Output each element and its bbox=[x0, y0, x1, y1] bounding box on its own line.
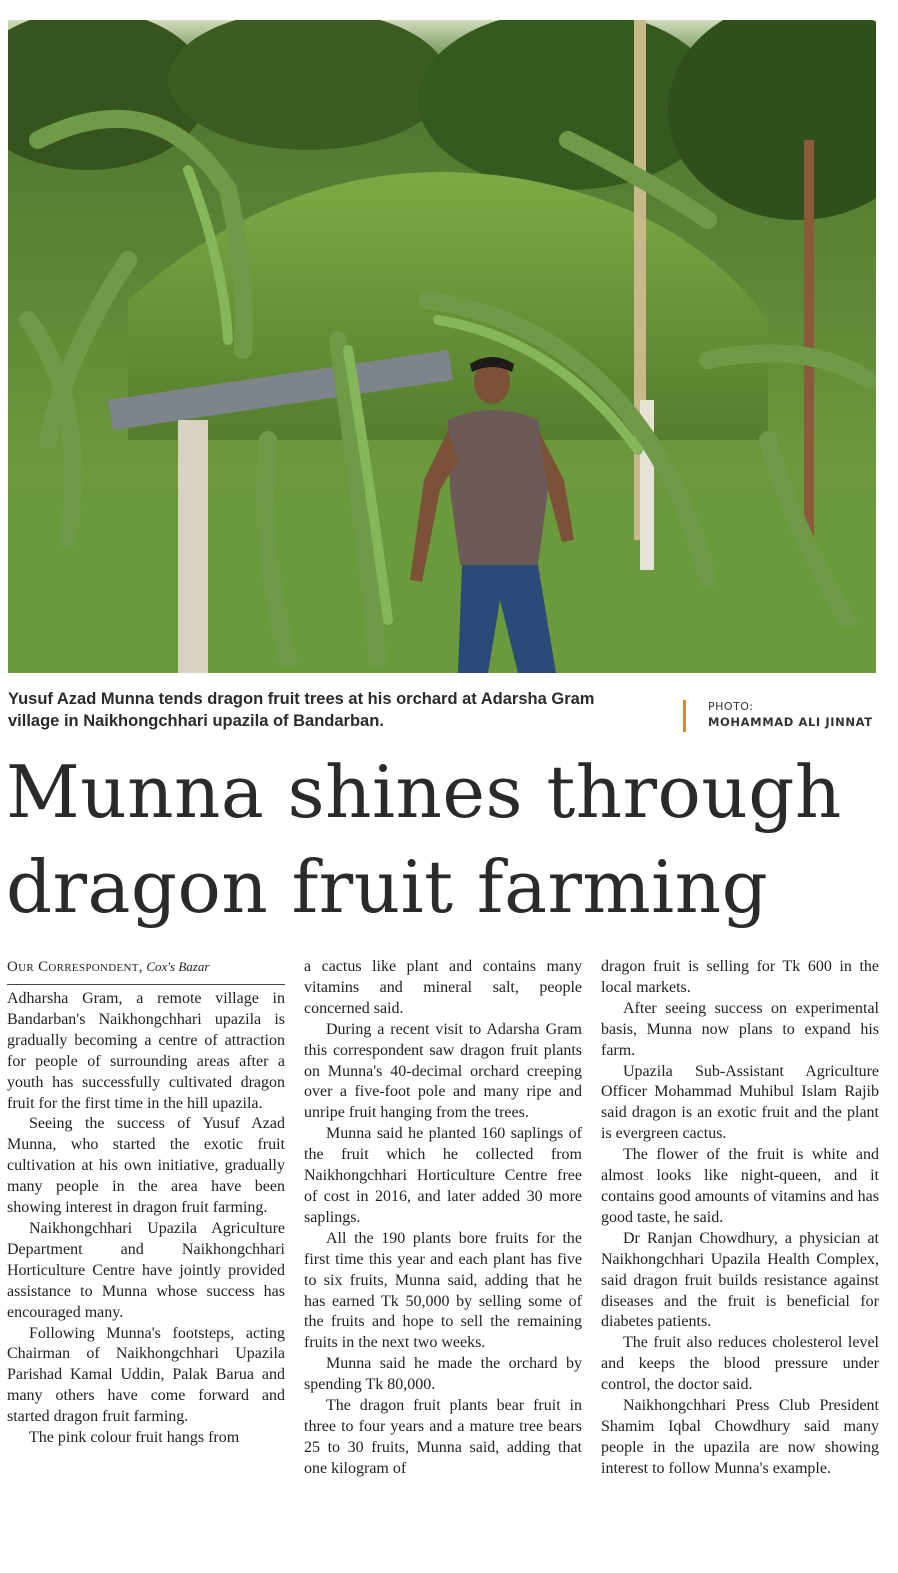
paragraph: dragon fruit is selling for Tk 600 in the local markets. bbox=[601, 958, 879, 996]
article-headline bbox=[6, 745, 886, 935]
paragraph: The fruit also reduces cholesterol level and keeps the blood pressure under control, the doctor said. bbox=[601, 1334, 879, 1394]
orchard-photo-illustration bbox=[8, 20, 876, 673]
article-column-1 bbox=[7, 957, 285, 1449]
paragraph: Munna said he made the orchard by spending Tk 80,000. bbox=[304, 1355, 582, 1394]
article-photo bbox=[8, 20, 876, 673]
article-column-2 bbox=[304, 957, 582, 1480]
paragraph: Following Munna's footsteps, acting Chairman of Naikhongchhari Upazila Parishad Kamal Uddin, Palak Barua and many others have come forward and started dragon fruit farming. bbox=[7, 1324, 285, 1426]
paragraph: Munna said he planted 160 saplings of the fruit which he collected from Naikhongchhari Horticulture Centre free of cost in 2016, and later added 30 more saplings. bbox=[304, 1125, 582, 1226]
paragraph: The dragon fruit plants bear fruit in three to four years and a mature tree bears 25 to 30 fruits, Munna said, adding that one kilogram of bbox=[304, 1397, 582, 1477]
caption-line-1: Yusuf Azad Munna tends dragon fruit trees at his orchard at Adarsha Gram bbox=[8, 690, 595, 708]
byline-author: Our Correspondent, bbox=[7, 959, 143, 975]
paragraph: Dr Ranjan Chowdhury, a physician at Naikhongchhari Upazila Health Complex, said dragon fruit builds resistance against diseases and the fruit is beneficial for diabetes patients. bbox=[601, 1229, 879, 1331]
paragraph: Adharsha Gram, a remote village in Bandarban's Naikhongchhari upazila is gradually becoming a centre of attraction for people of surrounding areas after a youth has successfully cultivated dragon fruit for the first time in the hill upazila. bbox=[7, 990, 285, 1112]
byline bbox=[7, 957, 285, 985]
paragraph: Upazila Sub-Assistant Agriculture Officer Mohammad Muhibul Islam Rajib said dragon is an exotic fruit and the plant is evergreen cactus. bbox=[601, 1062, 879, 1143]
paragraph: After seeing success on experimental basis, Munna now plans to expand his farm. bbox=[601, 999, 879, 1059]
paragraph: All the 190 plants bore fruits for the first time this year and each plant has five to six fruits, Munna said, adding that he has earned Tk 50,000 by selling some of the fruits and hope to sell the remaining fruits in the next two weeks. bbox=[304, 1229, 582, 1352]
paragraph: a cactus like plant and contains many vitamins and mineral salt, people concerned said. bbox=[304, 958, 582, 1017]
paragraph: Naikhongchhari Upazila Agriculture Department and Naikhongchhari Horticulture Centre have jointly provided assistance to Munna whose success has encouraged many. bbox=[7, 1219, 285, 1321]
photographer-name: MOHAMMAD ALI JINNAT bbox=[708, 715, 873, 729]
paragraph: Naikhongchhari Press Club President Shamim Iqbal Chowdhury said many people in the upazila are now showing interest to follow Munna's example. bbox=[601, 1397, 879, 1477]
paragraph: Seeing the success of Yusuf Azad Munna, who started the exotic fruit cultivation at his own initiative, gradually many people in the area have been showing interest in dragon fruit farming. bbox=[7, 1115, 285, 1217]
paragraph: The flower of the fruit is white and almost looks like night-queen, and it contains good amounts of vitamins and has good taste, he said. bbox=[601, 1146, 879, 1226]
article-column-3 bbox=[601, 957, 879, 1480]
photo-credit-label: PHOTO: bbox=[708, 700, 754, 713]
byline-location: Cox's Bazar bbox=[146, 959, 210, 974]
paragraph: The pink colour fruit hangs from bbox=[29, 1429, 240, 1447]
caption-line-2: village in Naikhongchhari upazila of Bandarban. bbox=[8, 712, 384, 730]
paragraph: During a recent visit to Adarsha Gram this correspondent saw dragon fruit plants on Munna's 40-decimal orchard creeping over a five-foot pole and many ripe and unripe fruit hanging from the trees. bbox=[304, 1020, 582, 1122]
photo-caption bbox=[8, 688, 658, 732]
headline-line-2: dragon fruit farming bbox=[6, 845, 769, 929]
headline-line-1: Munna shines through bbox=[6, 750, 842, 834]
photo-credit bbox=[683, 700, 873, 732]
